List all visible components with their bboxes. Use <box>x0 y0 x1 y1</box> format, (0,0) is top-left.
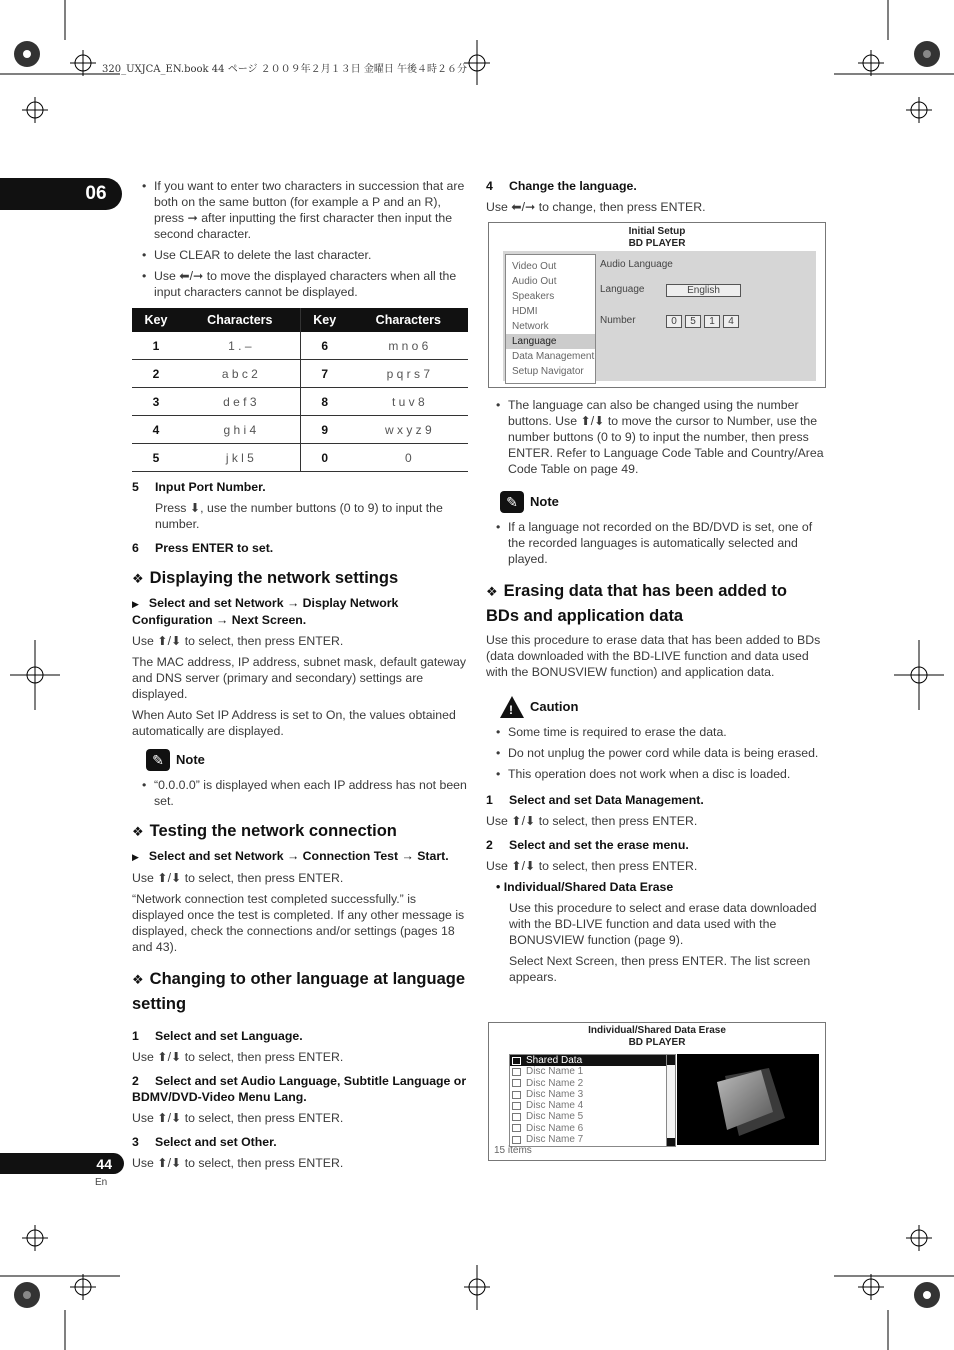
menu-item-video-out[interactable]: Video Out <box>512 261 557 272</box>
key-cell: 3 <box>132 388 180 416</box>
instruction: Use ⬅/➞ to change, then press ENTER. <box>486 200 706 214</box>
chars-cell: j k l 5 <box>180 444 300 472</box>
page-number: 44 <box>0 1153 124 1174</box>
preview-image <box>677 1054 819 1145</box>
language-label: Language <box>600 284 645 295</box>
step-2-title: 2 Select and set Audio Language, Subtitle Language or BDMV/DVD-Video Menu Lang. <box>132 1074 467 1104</box>
language-code: En <box>95 1177 108 1188</box>
paragraph: The MAC address, IP address, subnet mask, default gateway and DNS server (primary and secondary) settings are displayed. <box>132 655 467 701</box>
step-label: Change the language. <box>509 179 637 193</box>
file-header: 320_UXJCA_EN.book 44 ページ ２００９年２月１３日 金曜日 午後４時２６分 <box>102 64 468 75</box>
table-row <box>132 360 468 388</box>
instruction: Use ⬆/⬇ to select, then press ENTER. <box>132 1050 344 1064</box>
menu-item-data-management[interactable]: Data Management <box>512 351 595 362</box>
bullet-clear: • Use CLEAR to delete the last character. <box>132 247 470 263</box>
header-characters-2: Characters <box>349 308 468 332</box>
paragraph: When Auto Set IP Address is set to On, the values obtained automatically are displayed. <box>132 708 456 738</box>
list-item[interactable] <box>510 1055 675 1066</box>
number-digit[interactable]: 1 <box>704 315 720 328</box>
nav-path: ▶ Select and set Network → Connection Test → Start. <box>132 849 449 863</box>
header-key-2: Key <box>300 308 349 332</box>
number-digit[interactable]: 4 <box>723 315 739 328</box>
menu-item-language[interactable]: Language <box>506 334 595 349</box>
item-count: 15 items <box>494 1145 532 1156</box>
caution-bullet: • This operation does not work when a disc is loaded. <box>486 766 824 782</box>
list-scrollbar[interactable] <box>666 1055 675 1146</box>
menu-item-speakers[interactable]: Speakers <box>512 291 555 302</box>
chars-cell: g h i 4 <box>180 416 300 444</box>
number-digit[interactable]: 0 <box>666 315 682 328</box>
note-heading <box>500 491 824 513</box>
key-cell: 0 <box>300 444 349 472</box>
step-label: Select and set Audio Language, Subtitle Language or BDMV/DVD-Video Menu Lang. <box>132 1074 467 1104</box>
section-heading-language: ❖ Changing to other language at language setting <box>132 970 466 1013</box>
chars-cell: p q r s 7 <box>349 360 468 388</box>
chars-cell: m n o 6 <box>349 332 468 360</box>
table-row <box>132 416 468 444</box>
paragraph: “Network connection test completed successfully.” is displayed once the test is completed. If any other message is displayed, check the connections and/or settings (pages 18 and 43). <box>132 892 465 954</box>
bullet-language-number: • The language can also be changed using the number buttons. Use ⬆/⬇ to move the cursor to Number, use the number buttons (0 to 9) to input the number, then press ENTER. Refer to Language Code Table and Country/Area Code Table on page 49. <box>486 397 824 477</box>
key-cell: 6 <box>300 332 349 360</box>
instruction: Use ⬆/⬇ to select, then press ENTER. <box>132 1156 344 1170</box>
note-pencil-icon: ✎ <box>146 749 170 771</box>
chapter-tab: 06 <box>0 178 122 210</box>
chars-cell: t u v 8 <box>349 388 468 416</box>
erase-step-1-title: 1 Select and set Data Management. <box>486 793 704 807</box>
key-cell: 1 <box>132 332 180 360</box>
nav-path: ▶ Select and set Network → Display Network Configuration → Next Screen. <box>132 596 399 627</box>
note-label: Note <box>530 494 559 509</box>
step-6-title: 6 Press ENTER to set. <box>132 541 274 555</box>
disc-data-icon <box>512 1068 521 1076</box>
note-bullet: • If a language not recorded on the BD/DVD is set, one of the recorded languages is automatically selected and played. <box>486 519 824 567</box>
step-1-title: 1 Select and set Language. <box>132 1029 303 1043</box>
chars-cell: w x y z 9 <box>349 416 468 444</box>
number-digit[interactable]: 5 <box>685 315 701 328</box>
section-title: Displaying the network settings <box>149 569 399 587</box>
step-label: Select and set Language. <box>155 1029 303 1043</box>
section-heading-erase-data: ❖ Erasing data that has been added to BDs and application data <box>486 582 787 625</box>
disc-data-icon <box>512 1057 521 1065</box>
section-heading-network-settings: ❖ Displaying the network settings <box>132 569 399 587</box>
step-3-title: 3 Select and set Other. <box>132 1135 277 1149</box>
table-row <box>132 388 468 416</box>
note-pencil-icon: ✎ <box>500 491 524 513</box>
key-cell: 7 <box>300 360 349 388</box>
menu-item-audio-out[interactable]: Audio Out <box>512 276 557 287</box>
key-cell: 4 <box>132 416 180 444</box>
section-title: Changing to other language at language setting <box>132 970 466 1013</box>
nav-path-text: Select and set Network → Connection Test → Start. <box>148 849 449 863</box>
screen-subtitle: BD PLAYER <box>628 1037 686 1048</box>
table-row <box>132 444 468 472</box>
key-cell: 5 <box>132 444 180 472</box>
instruction: Use ⬆/⬇ to select, then press ENTER. <box>486 814 698 828</box>
nav-path-text: Select and set Network → Display Network Configuration → Next Screen. <box>132 596 399 627</box>
paragraph: Use this procedure to select and erase data downloaded with the BD-LIVE function and data used with the BONUSVIEW function (page 9). <box>509 901 817 947</box>
list-item-label: Disc Name 1 <box>526 1066 584 1078</box>
disc-data-icon <box>512 1124 521 1132</box>
step-label: Select and set Other. <box>155 1135 277 1149</box>
document-sheets-icon <box>677 1054 819 1145</box>
language-select[interactable]: English <box>666 284 741 297</box>
step-5-body: Press ⬇, use the number buttons (0 to 9) to input the number. <box>155 501 443 531</box>
caution-bullet: • Some time is required to erase the data. <box>486 724 824 740</box>
sub-option-title: • Individual/Shared Data Erase <box>496 880 674 894</box>
chars-cell: 1 . – <box>180 332 300 360</box>
setup-menu <box>505 254 596 384</box>
key-cell: 9 <box>300 416 349 444</box>
header-characters-1: Characters <box>180 308 300 332</box>
list-item-label: Disc Name 2 <box>526 1077 584 1089</box>
key-cell: 8 <box>300 388 349 416</box>
data-erase-screen <box>488 1022 826 1161</box>
instruction: Use ⬆/⬇ to select, then press ENTER. <box>132 1111 344 1125</box>
list-item-label: Disc Name 3 <box>526 1088 584 1100</box>
bullet-two-characters: • If you want to enter two characters in succession that are both on the same button (for example a P and an R), press ➞ after inputting the first character then input the second character. <box>132 178 470 242</box>
list-item[interactable] <box>510 1123 675 1134</box>
note-label: Note <box>176 752 205 767</box>
instruction: Use ⬆/⬇ to select, then press ENTER. <box>132 634 344 648</box>
key-cell: 2 <box>132 360 180 388</box>
right-column-top <box>486 178 824 220</box>
caution-heading <box>500 696 824 718</box>
bullet-move-characters: • Use ⬅/➞ to move the displayed characters when all the input characters cannot be displayed. <box>132 268 470 300</box>
paragraph: Select Next Screen, then press ENTER. The list screen appears. <box>509 954 811 984</box>
header-key-1: Key <box>132 308 180 332</box>
caution-label: Caution <box>530 699 579 714</box>
menu-item-hdmi[interactable]: HDMI <box>512 306 538 317</box>
key-character-table <box>132 308 468 472</box>
paragraph: Use this procedure to erase data that has been added to BDs (data downloaded with the BD-LIVE function and data used with the BONUSVIEW function) and application data. <box>486 633 821 679</box>
menu-item-setup-navigator[interactable]: Setup Navigator <box>512 366 584 377</box>
step-5-label: Input Port Number. <box>155 480 266 494</box>
list-item[interactable] <box>510 1134 675 1145</box>
data-list <box>509 1054 676 1147</box>
list-item-label: Disc Name 4 <box>526 1100 584 1112</box>
section-title: Erasing data that has been added to BDs and application data <box>486 582 787 625</box>
list-item-label: Disc Name 7 <box>526 1134 584 1146</box>
chars-cell: 0 <box>349 444 468 472</box>
list-item-label: Disc Name 6 <box>526 1122 584 1134</box>
scroll-up-arrow-icon[interactable] <box>667 1055 675 1065</box>
step-label: Select and set Data Management. <box>509 793 704 807</box>
note-heading <box>146 749 470 771</box>
list-item[interactable] <box>510 1111 675 1122</box>
instruction: Use ⬆/⬇ to select, then press ENTER. <box>132 871 344 885</box>
section-title: Testing the network connection <box>149 822 397 840</box>
erase-step-2-title: 2 Select and set the erase menu. <box>486 838 689 852</box>
caution-warning-icon: ! <box>500 696 524 718</box>
note-bullet: • “0.0.0.0” is displayed when each IP address has not been set. <box>132 777 470 809</box>
list-item[interactable] <box>510 1089 675 1100</box>
list-item[interactable] <box>510 1078 675 1089</box>
disc-data-icon <box>512 1136 521 1144</box>
list-item[interactable] <box>510 1100 675 1111</box>
screen-title: Individual/Shared Data Erase <box>588 1025 726 1036</box>
step-6-label: Press ENTER to set. <box>155 541 274 555</box>
chars-cell: d e f 3 <box>180 388 300 416</box>
number-label: Number <box>600 315 636 326</box>
list-item-label: Shared Data <box>526 1055 583 1066</box>
step-4-title: 4 Change the language. <box>486 179 637 193</box>
right-column-body <box>486 397 824 990</box>
section-heading-connection-test: ❖ Testing the network connection <box>132 822 397 840</box>
scroll-down-arrow-icon[interactable] <box>667 1138 675 1146</box>
chars-cell: a b c 2 <box>180 360 300 388</box>
sub-option-label: Individual/Shared Data Erase <box>503 880 674 894</box>
table-header-row <box>132 308 468 332</box>
disc-data-icon <box>512 1113 521 1121</box>
panel-title: Audio Language <box>600 259 673 270</box>
disc-data-icon <box>512 1102 521 1110</box>
step-label: Select and set the erase menu. <box>509 838 689 852</box>
menu-item-network[interactable]: Network <box>512 321 549 332</box>
disc-data-icon <box>512 1091 521 1099</box>
caution-bullet: • Do not unplug the power cord while data is being erased. <box>486 745 824 761</box>
screen-title: Initial Setup <box>628 226 686 237</box>
step-5-title: 5 Input Port Number. <box>132 480 266 494</box>
list-item[interactable] <box>510 1066 675 1077</box>
screen-subtitle: BD PLAYER <box>628 238 686 249</box>
disc-data-icon <box>512 1079 521 1087</box>
initial-setup-screen <box>488 222 826 388</box>
table-row <box>132 332 468 360</box>
instruction: Use ⬆/⬇ to select, then press ENTER. <box>486 859 698 873</box>
list-item-label: Disc Name 5 <box>526 1111 584 1123</box>
left-column <box>132 178 470 1176</box>
